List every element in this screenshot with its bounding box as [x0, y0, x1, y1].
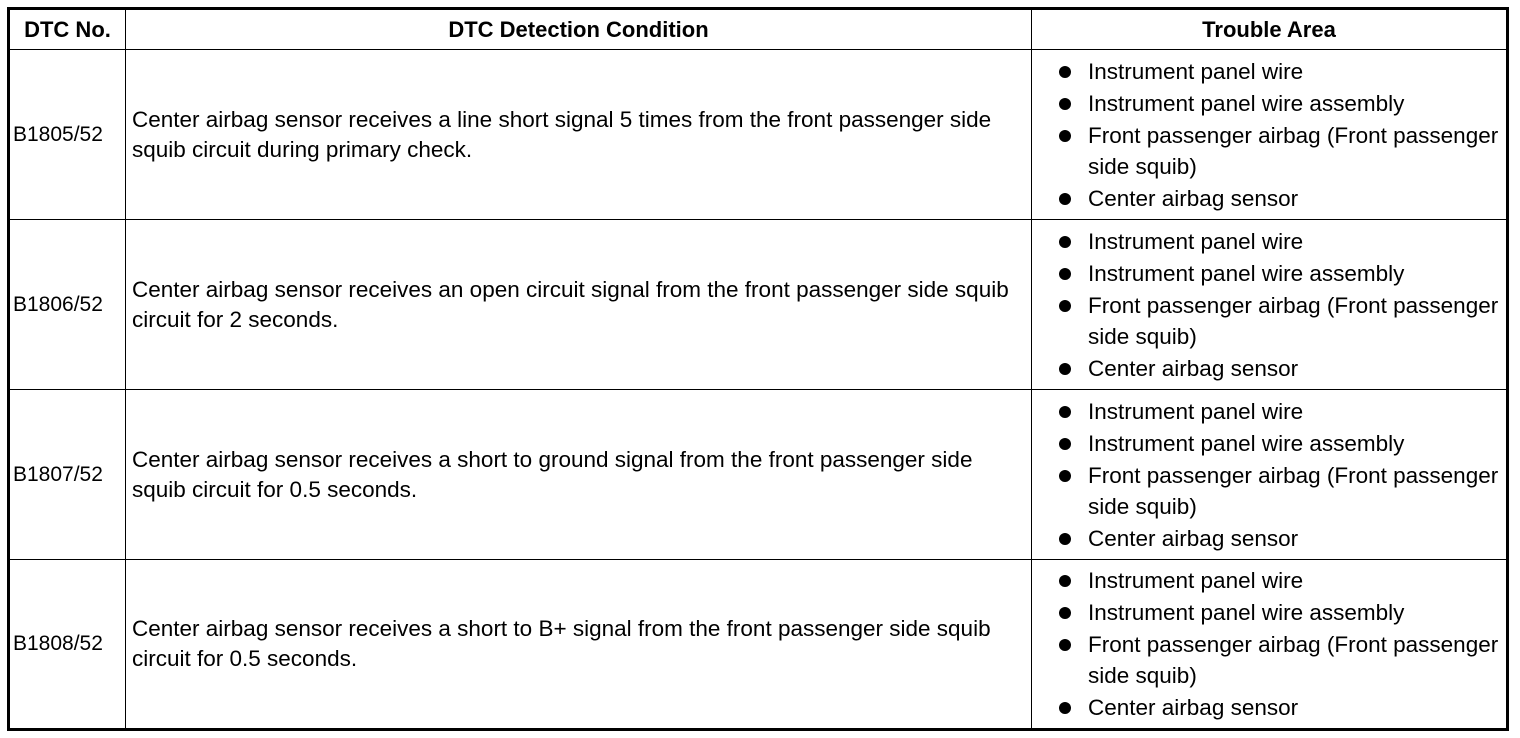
trouble-area-text: Instrument panel wire [1088, 58, 1304, 84]
bullet-icon [1059, 607, 1071, 619]
list-item [1058, 597, 1500, 628]
list-item [1058, 258, 1500, 289]
detection-condition: Center airbag sensor receives a short to B+ signal from the front passenger side squib circuit for 0.5 seconds. [126, 560, 1032, 730]
list-item [1058, 692, 1500, 723]
trouble-area-text: Center airbag sensor [1088, 525, 1299, 551]
bullet-icon [1059, 130, 1071, 142]
trouble-area-text: Instrument panel wire [1088, 568, 1304, 593]
list-item [1058, 56, 1500, 87]
trouble-area-list [1058, 226, 1500, 384]
list-item [1058, 428, 1500, 459]
list-item [1058, 353, 1500, 384]
list-item [1058, 183, 1500, 214]
bullet-icon [1059, 300, 1071, 312]
trouble-area-list [1058, 396, 1500, 554]
dtc-code: B1805/52 [9, 50, 126, 220]
table-row [9, 50, 1508, 220]
bullet-icon [1059, 363, 1071, 375]
detection-condition: Center airbag sensor receives an open circuit signal from the front passenger side squib circuit for 2 seconds. [126, 220, 1032, 390]
bullet-icon [1059, 268, 1071, 280]
bullet-icon [1059, 438, 1071, 450]
bullet-icon [1059, 575, 1071, 587]
list-item [1058, 396, 1500, 427]
bullet-icon [1059, 639, 1071, 651]
list-item [1058, 226, 1500, 257]
bullet-icon [1059, 236, 1071, 248]
bullet-icon [1059, 66, 1071, 78]
trouble-area-list [1058, 56, 1500, 214]
table-row [9, 220, 1508, 390]
header-row [9, 9, 1508, 50]
trouble-area-text: Instrument panel wire [1088, 228, 1304, 254]
trouble-area-cell [1032, 560, 1508, 730]
bullet-icon [1059, 533, 1071, 545]
bullet-icon [1059, 702, 1071, 714]
header-detection-condition: DTC Detection Condition [126, 9, 1032, 50]
trouble-area-text: Instrument panel wire assembly [1088, 260, 1405, 286]
trouble-area-cell [1032, 50, 1508, 220]
table-row [9, 560, 1508, 730]
table-row [9, 390, 1508, 560]
trouble-area-text: Center airbag sensor [1088, 185, 1299, 211]
trouble-area-cell [1032, 390, 1508, 560]
detection-condition: Center airbag sensor receives a short to ground signal from the front passenger side squib circuit for 0.5 seconds. [126, 390, 1032, 560]
trouble-area-list [1058, 565, 1500, 723]
trouble-area-text: Center airbag sensor [1088, 695, 1299, 720]
trouble-area-text: Instrument panel wire assembly [1088, 430, 1405, 456]
list-item [1058, 120, 1500, 182]
trouble-area-text: Instrument panel wire assembly [1088, 90, 1405, 116]
dtc-code: B1808/52 [9, 560, 126, 730]
list-item [1058, 523, 1500, 554]
bullet-icon [1059, 470, 1071, 482]
dtc-table [7, 7, 1509, 731]
list-item [1058, 629, 1500, 691]
header-trouble-area: Trouble Area [1032, 9, 1508, 50]
dtc-code: B1807/52 [9, 390, 126, 560]
trouble-area-cell [1032, 220, 1508, 390]
bullet-icon [1059, 406, 1071, 418]
bullet-icon [1059, 98, 1071, 110]
list-item [1058, 565, 1500, 596]
bullet-icon [1059, 193, 1071, 205]
list-item [1058, 88, 1500, 119]
trouble-area-text: Center airbag sensor [1088, 355, 1299, 381]
list-item [1058, 460, 1500, 522]
list-item [1058, 290, 1500, 352]
dtc-code: B1806/52 [9, 220, 126, 390]
trouble-area-text: Front passenger airbag (Front passenger side squib) [1088, 122, 1499, 179]
trouble-area-text: Front passenger airbag (Front passenger side squib) [1088, 632, 1499, 688]
detection-condition: Center airbag sensor receives a line short signal 5 times from the front passenger side squib circuit during primary check. [126, 50, 1032, 220]
trouble-area-text: Front passenger airbag (Front passenger side squib) [1088, 462, 1499, 519]
header-dtc-no: DTC No. [9, 9, 126, 50]
trouble-area-text: Instrument panel wire [1088, 398, 1304, 424]
trouble-area-text: Front passenger airbag (Front passenger side squib) [1088, 292, 1499, 349]
trouble-area-text: Instrument panel wire assembly [1088, 600, 1405, 625]
